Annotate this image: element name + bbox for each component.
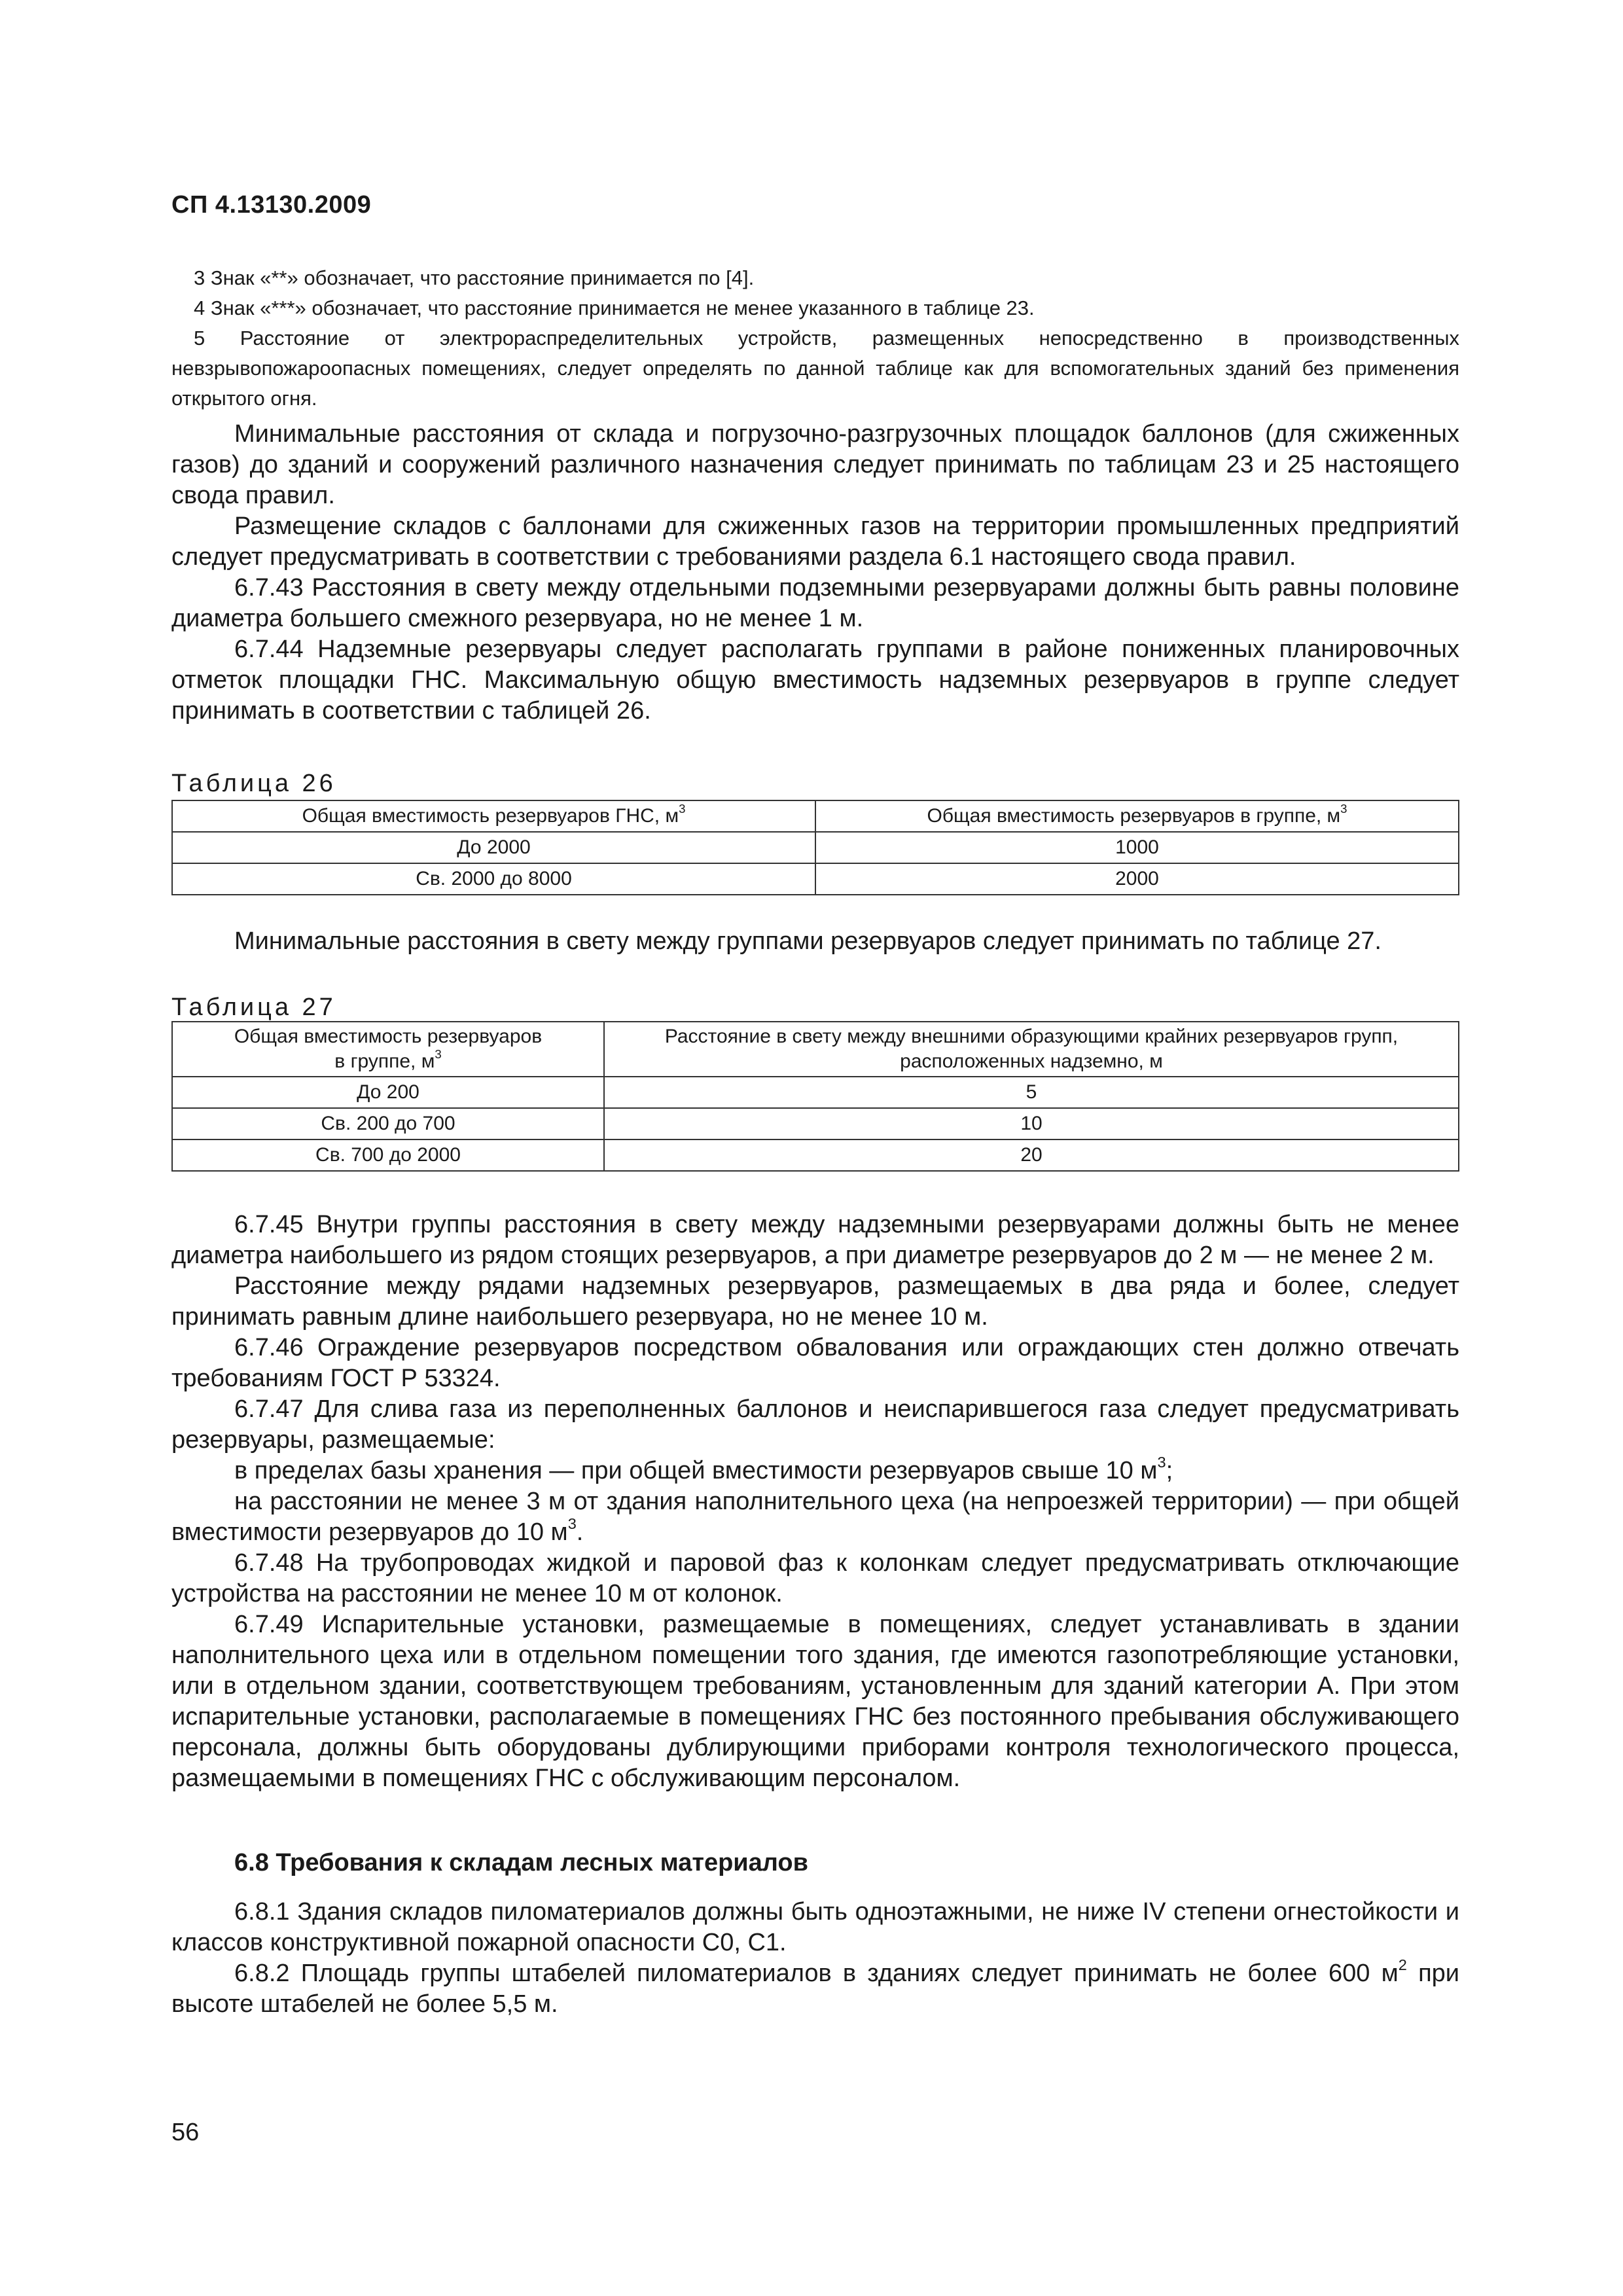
table-row [172, 832, 1459, 863]
table-cell: До 2000 [172, 832, 815, 863]
table-header-row [172, 800, 1459, 832]
table-27 [171, 1021, 1459, 1172]
table-header-cell: Расстояние в свету между внешними образующими крайних резервуаров групп, расположенных надземно, м [604, 1022, 1459, 1077]
note-4: 4 Знак «***» обозначает, что расстояние принимается не менее указанного в таблице 23. [194, 296, 1035, 319]
table-cell: 10 [604, 1108, 1459, 1139]
table-row [172, 863, 1459, 895]
section-title: 6.8 Требования к складам лесных материалов [234, 1849, 809, 1876]
paragraph: Минимальные расстояния в свету между группами резервуаров следует принимать по таблице 27. [234, 927, 1382, 955]
paragraph-6-7-47: 6.7.47 Для слива газа из переполненных баллонов и неиспарившегося газа следует предусматривать резервуары, размещаемые: [171, 1395, 1459, 1454]
paragraph-6-7-49: 6.7.49 Испарительные установки, размещаемые в помещениях, следует устанавливать в здании наполнительного цеха или в отдельном помещении того здания, где имеются газопотребляющие установки, или в отдельном здании, соответствующем требованиям, установленным для зданий категории А. При этом испарительные установки, располагаемые в помещениях ГНС без постоянного пребывания обслуживающего персонала, должны быть оборудованы дублирующими приборами контроля технологического процесса, размещаемыми в помещениях ГНС с обслуживающим персоналом. [171, 1611, 1459, 1792]
paragraph: Размещение складов с баллонами для сжиженных газов на территории промышленных предприятий следует предусматривать в соответствии с требованиями раздела 6.1 настоящего свода правил. [171, 512, 1459, 571]
paragraph-6-7-48: 6.7.48 На трубопроводах жидкой и паровой фаз к колонкам следует предусматривать отключающие устройства на расстоянии не менее 10 м от колонок. [171, 1549, 1459, 1607]
paragraph-6-8-1: 6.8.1 Здания складов пиломатериалов должны быть одноэтажными, не ниже IV степени огнестойкости и классов конструктивной пожарной опасности С0, С1. [171, 1898, 1460, 1956]
document-code-header: СП 4.13130.2009 [171, 191, 372, 219]
table-cell: Св. 2000 до 8000 [172, 863, 815, 895]
paragraph: Расстояние между рядами надземных резервуаров, размещаемых в два ряда и более, следует принимать равным длине наибольшего резервуара, но не менее 10 м. [171, 1272, 1459, 1331]
table-26 [171, 800, 1459, 895]
paragraph: на расстоянии не менее 3 м от здания наполнительного цеха (на непроезжей территории) — при общей вместимости резервуаров до 10 $м^3$. [171, 1488, 1459, 1546]
paragraph-6-7-44: 6.7.44 Надземные резервуары следует располагать группами в районе пониженных планировочных отметок площадки ГНС. Максимальную общую вместимость надземных резервуаров в группе следует принимать в соответствии с таблицей 26. [171, 636, 1459, 725]
text-block-4 [171, 1897, 1459, 2020]
paragraph-6-8-2: 6.8.2 Площадь группы штабелей пиломатериалов в зданиях следует принимать не более 600 $м^2$ при высоте штабелей не более 5,5 м. [171, 1956, 1460, 2018]
table-cell: Св. 700 до 2000 [172, 1139, 604, 1171]
table-cell: 2000 [815, 863, 1459, 895]
table-row [172, 1139, 1459, 1171]
text-block-2 [171, 926, 1459, 957]
paragraph-6-7-43: 6.7.43 Расстояния в свету между отдельными подземными резервуарами должны быть равны половине диаметра большего смежного резервуара, но не менее 1 м. [171, 574, 1459, 632]
table-row [172, 1108, 1459, 1139]
table-row [172, 1077, 1459, 1108]
table-cell: Св. 200 до 700 [172, 1108, 604, 1139]
table-header-cell: Общая вместимость резервуаров в группе, $м^3$ [172, 1022, 604, 1077]
note-3: 3 Знак «**» обозначает, что расстояние принимается по [4]. [194, 266, 755, 289]
table-26-caption: Таблица 26 [171, 770, 336, 797]
table-header-row [172, 1022, 1459, 1077]
page-number: 56 [171, 2119, 200, 2146]
note-5: 5 Расстояние от электрораспределительных устройств, размещенных непосредственно в производственных невзрывопожароопасных помещениях, следует определять по данной таблице как для вспомогательных зданий без применения открытого огня. [171, 327, 1459, 410]
paragraph-6-7-46: 6.7.46 Ограждение резервуаров посредством обвалования или ограждающих стен должно отвечать требованиям ГОСТ Р 53324. [171, 1334, 1459, 1392]
paragraph: Минимальные расстояния от склада и погрузочно-разгрузочных площадок баллонов (для сжиженных газов) до зданий и сооружений различного назначения следует принимать по таблицам 23 и 25 настоящего свода правил. [171, 420, 1459, 509]
text-block-3 [171, 1210, 1459, 1794]
table-header-cell: Общая вместимость резервуаров в группе, $м^3$ [815, 800, 1459, 832]
table-cell: 1000 [815, 832, 1459, 863]
table-27-caption: Таблица 27 [171, 994, 336, 1021]
table-notes [171, 263, 1459, 414]
paragraph: в пределах базы хранения — при общей вместимости резервуаров свыше 10 $м^3$; [234, 1453, 1173, 1484]
text-block-1 [171, 419, 1459, 726]
table-header-cell: Общая вместимость резервуаров ГНС, $м^3$ [172, 800, 815, 832]
table-cell: До 200 [172, 1077, 604, 1108]
paragraph-6-7-45: 6.7.45 Внутри группы расстояния в свету между надземными резервуарами должны быть не менее диаметра наибольшего из рядом стоящих резервуаров, а при диаметре резервуаров до 2 м — не менее 2 м. [171, 1211, 1459, 1269]
table-cell: 5 [604, 1077, 1459, 1108]
table-cell: 20 [604, 1139, 1459, 1171]
